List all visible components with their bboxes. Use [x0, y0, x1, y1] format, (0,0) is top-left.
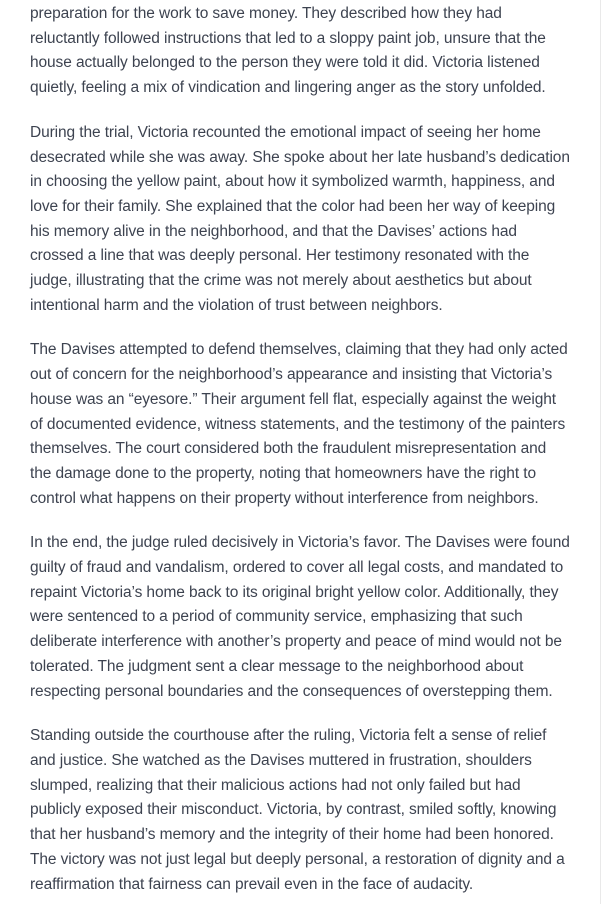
story-paragraph-1: preparation for the work to save money. They described how they had reluctantly followed instructions that led to a sloppy paint job, unsure that the house actually belonged to the person they were told it did. Victoria listened quietly, feeling a mix of vindication and lingering anger as the story unfolded. [30, 5, 546, 97]
story-paragraph-5: Standing outside the courthouse after the ruling, Victoria felt a sense of relief and justice. She watched as the Davises muttered in frustration, shoulders slumped, realizing that their malicious actions had not only failed but had publicly exposed their misconduct. Victoria, by contrast, smiled softly, knowing that her husband’s memory and the integrity of their home had been honored. The victory was not just legal but deeply personal, a restoration of dignity and a reaffirmation that fairness can prevail even in the face of audacity. [30, 727, 565, 893]
story-paragraph-2: During the trial, Victoria recounted the emotional impact of seeing her home desecrated while she was away. She spoke about her late husband’s dedication in choosing the yellow paint, about how it symbolized warmth, happiness, and love for their family. She explained that the color had been her way of keeping his memory alive in the neighborhood, and that the Davises’ actions had crossed a line that was deeply personal. Her testimony resonated with the judge, illustrating that the crime was not merely about aesthetics but about intentional harm and the violation of trust between neighbors. [30, 123, 570, 314]
content-right-divider [600, 0, 601, 904]
story-paragraph-4: In the end, the judge ruled decisively in Victoria’s favor. The Davises were found guilty of fraud and vandalism, ordered to cover all legal costs, and mandated to repaint Victoria’s home back to its original bright yellow color. Additionally, they were sentenced to a period of community service, emphasizing that such deliberate interference with another’s property and peace of mind would not be tolerated. The judgment sent a clear message to the neighborhood about respecting personal boundaries and the consequences of overstepping them. [30, 534, 570, 700]
story-paragraph-3: The Davises attempted to defend themselves, claiming that they had only acted out of concern for the neighborhood’s appearance and insisting that Victoria’s house was an “eyesore.” Their argument fell flat, especially against the weight of documented evidence, witness statements, and the testimony of the painters themselves. The court considered both the fraudulent misrepresentation and the damage done to the property, noting that homeowners have the right to control what happens on their property without interference from neighbors. [30, 341, 568, 507]
